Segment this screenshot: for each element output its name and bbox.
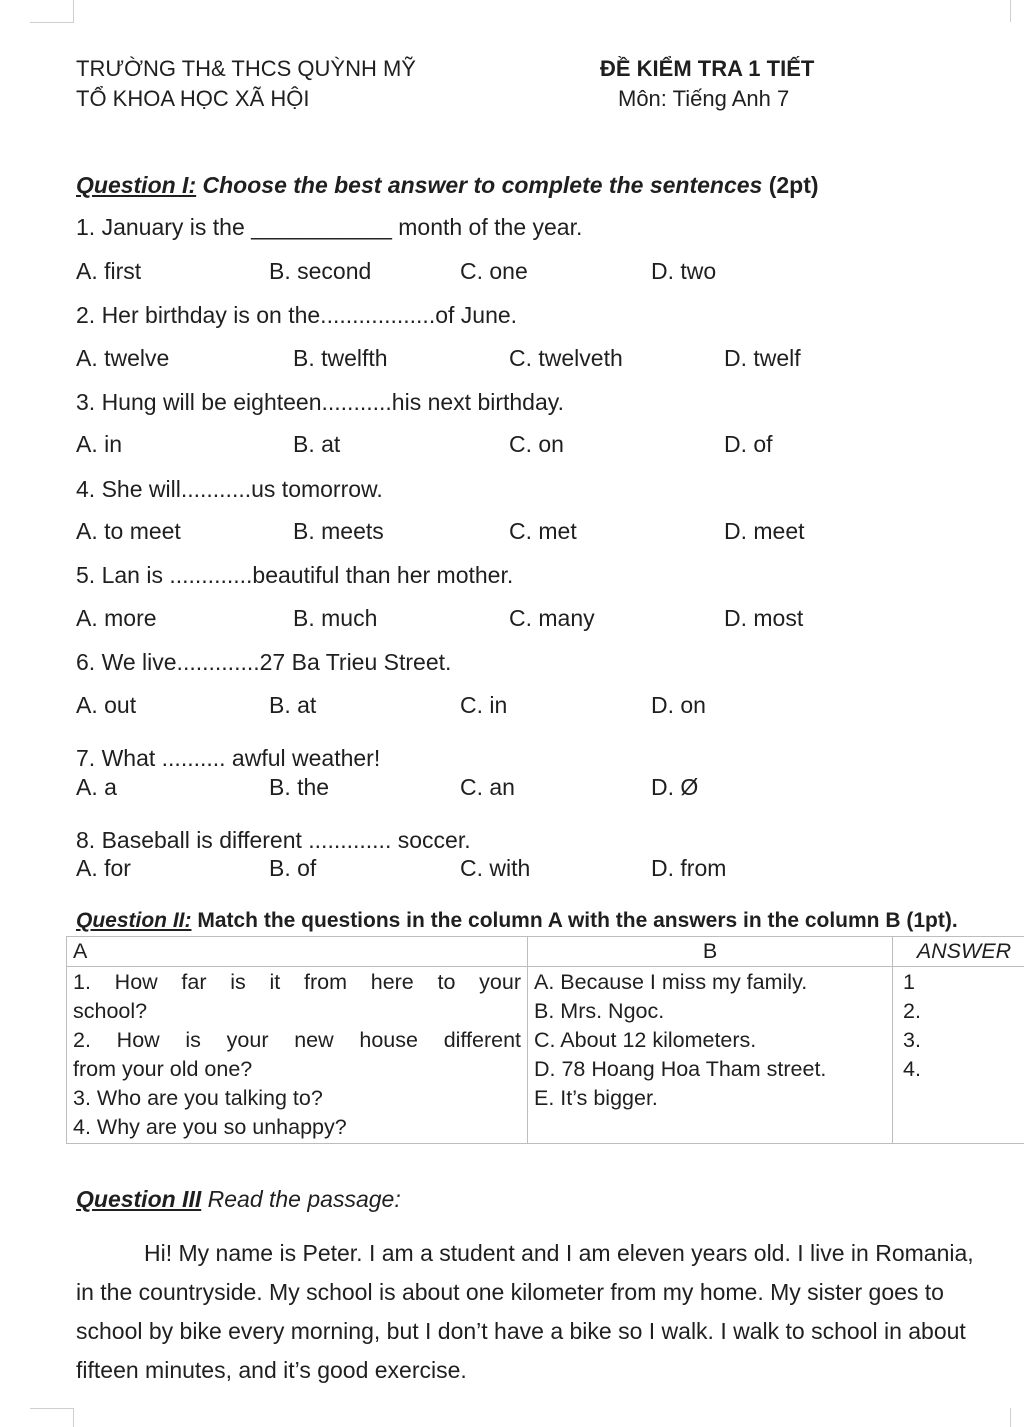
q1-item-3-option-d: D. of: [724, 431, 773, 457]
question-1-title: [76, 172, 819, 199]
question-1-points: (2pt): [768, 172, 819, 198]
answer-column: [893, 967, 1024, 1144]
q1-item-5-option-d: D. most: [724, 605, 804, 631]
q1-item-1-option-d: D. two: [651, 258, 717, 284]
q1-item-7-stem: 7. What .......... awful weather!: [76, 745, 381, 771]
answer-slot: 1: [903, 970, 915, 994]
exam-title: ĐỀ KIỂM TRA 1 TIẾT: [600, 56, 815, 81]
q1-item-6-stem: 6. We live.............27 Ba Trieu Street.: [76, 649, 452, 675]
q1-item-1-option-a: A. first: [76, 258, 142, 284]
question-2-title: [76, 909, 958, 933]
question-3-instruction: Read the passage:: [201, 1186, 401, 1212]
column-a-line: school?: [73, 999, 148, 1023]
column-b-line: B. Mrs. Ngoc.: [534, 999, 665, 1023]
answer-slot: 3.: [903, 1028, 921, 1052]
q1-item-2-stem: 2. Her birthday is on the..................of June.: [76, 302, 518, 328]
q1-item-5-stem: 5. Lan is .............beautiful than her mother.: [76, 562, 514, 588]
crop-mark-bottom-right-v: [1010, 1408, 1011, 1427]
q1-item-8-option-d: D. from: [651, 855, 727, 881]
matching-table-header-row: [67, 937, 1024, 967]
q1-item-1-option-c: C. one: [460, 258, 528, 284]
reading-passage: Hi! My name is Peter. I am a student and I am eleven years old. I live in Romania, in the countryside. My school is about one kilometer from my home. My sister goes to school by bike every morning, but I don’t have a bike so I walk. I walk to school in about fifteen minutes, and it’s good exercise.: [76, 1240, 974, 1383]
crop-mark-bottom-left-v: [73, 1408, 74, 1427]
question-1-label: Question I:: [76, 172, 197, 198]
q1-item-2-option-a: A. twelve: [76, 345, 170, 371]
q1-item-8-stem: 8. Baseball is different ............. soccer.: [76, 827, 471, 853]
q1-item-7-option-a: A. a: [76, 774, 117, 800]
column-a-line: 1. How far is it from here to your: [73, 970, 521, 994]
answer-slot: 4.: [903, 1057, 921, 1081]
column-a-questions: [67, 967, 528, 1144]
exam-subject: Môn: Tiếng Anh 7: [618, 86, 790, 111]
column-a-line: 3. Who are you talking to?: [73, 1086, 323, 1110]
department-name: TỔ KHOA HỌC XÃ HỘI: [76, 86, 310, 111]
question-3-label: Question III: [76, 1186, 202, 1212]
q1-item-6-option-c: C. in: [460, 692, 508, 718]
column-a-line: 2. How is your new house different: [73, 1028, 521, 1052]
q1-item-4-option-c: C. met: [509, 518, 577, 544]
q1-item-7-option-d: D. Ø: [651, 774, 699, 800]
q1-item-1-stem: 1. January is the ___________ month of the year.: [76, 214, 583, 240]
q1-item-6-option-d: D. on: [651, 692, 706, 718]
column-b-header: B: [528, 937, 893, 967]
crop-mark-top-left-h: [30, 22, 74, 23]
q1-item-4-stem: 4. She will...........us tomorrow.: [76, 476, 383, 502]
q1-item-3-option-c: C. on: [509, 431, 564, 457]
column-b-line: E. It’s bigger.: [534, 1086, 658, 1110]
q1-item-2-option-c: C. twelveth: [509, 345, 623, 371]
question-2-instruction: Match the questions in the column A with the answers in the column B (1pt).: [191, 909, 958, 932]
q1-item-4-option-b: B. meets: [293, 518, 384, 544]
column-b-line: A. Because I miss my family.: [534, 970, 808, 994]
matching-table: [66, 936, 1024, 1144]
q1-item-2-option-b: B. twelfth: [293, 345, 388, 371]
q1-item-3-option-b: B. at: [293, 431, 341, 457]
question-3-title: [76, 1186, 401, 1213]
column-a-header: A: [67, 937, 528, 967]
column-b-line: D. 78 Hoang Hoa Tham street.: [534, 1057, 827, 1081]
q1-item-5-option-b: B. much: [293, 605, 378, 631]
column-b-answers: [528, 967, 893, 1144]
crop-mark-bottom-left-h: [30, 1408, 74, 1409]
q1-item-3-stem: 3. Hung will be eighteen...........his next birthday.: [76, 389, 564, 415]
q1-item-3-option-a: A. in: [76, 431, 123, 457]
q1-item-6-option-a: A. out: [76, 692, 137, 718]
q1-item-4-option-d: D. meet: [724, 518, 805, 544]
q1-item-8-option-b: B. of: [269, 855, 317, 881]
column-a-line: from your old one?: [73, 1057, 253, 1081]
q1-item-4-option-a: A. to meet: [76, 518, 181, 544]
answer-slot: 2.: [903, 999, 921, 1023]
column-a-line: 4. Why are you so unhappy?: [73, 1115, 347, 1139]
column-b-line: C. About 12 kilometers.: [534, 1028, 757, 1052]
crop-mark-top-right-v: [1010, 0, 1011, 22]
question-2-label: Question II:: [76, 909, 192, 932]
matching-table-body-row: [67, 967, 1024, 1144]
q1-item-7-option-b: B. the: [269, 774, 330, 800]
q1-item-1-option-b: B. second: [269, 258, 372, 284]
q1-item-7-option-c: C. an: [460, 774, 515, 800]
q1-item-8-option-c: C. with: [460, 855, 531, 881]
school-name: TRƯỜNG TH& THCS QUỲNH MỸ: [76, 56, 416, 81]
q1-item-5-option-a: A. more: [76, 605, 157, 631]
q1-item-8-option-a: A. for: [76, 855, 131, 881]
q1-item-2-option-d: D. twelf: [724, 345, 801, 371]
answer-column-header: ANSWER: [893, 937, 1024, 967]
q1-item-6-option-b: B. at: [269, 692, 317, 718]
q1-item-5-option-c: C. many: [509, 605, 595, 631]
question-1-instruction: Choose the best answer to complete the sentences: [196, 172, 769, 198]
crop-mark-top-left-v: [73, 0, 74, 22]
